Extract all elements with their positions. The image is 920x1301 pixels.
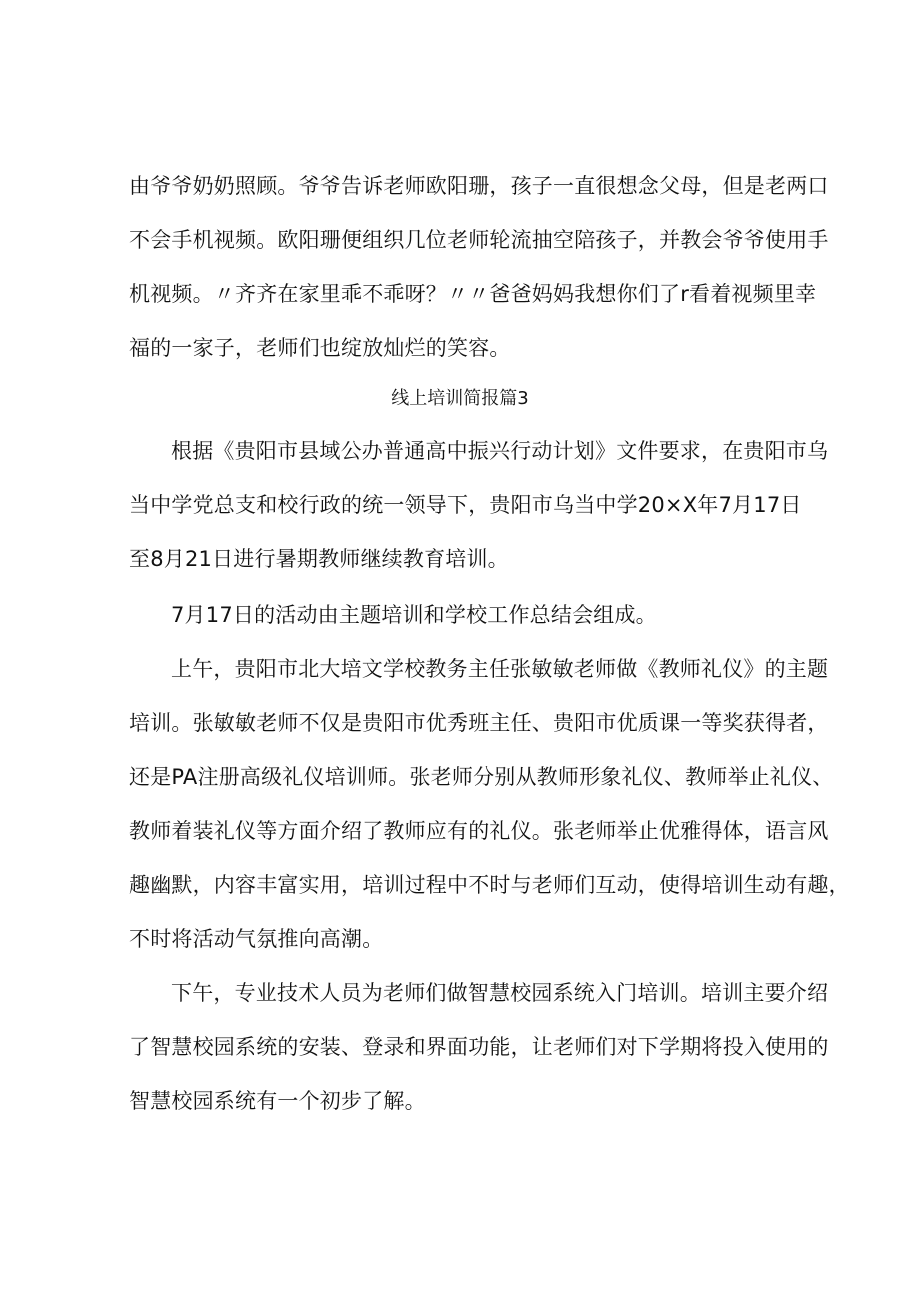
paragraph-line: 由爷爷奶奶照顾。爷爷告诉老师欧阳珊，孩子一直很想念父母，但是老两口 bbox=[129, 174, 829, 198]
paragraph-line: 不会手机视频。欧阳珊便组织几位老师轮流抽空陪孩子，并教会爷爷使用手 bbox=[129, 228, 829, 252]
paragraph-line: 不时将活动气氛推向高潮。 bbox=[129, 927, 384, 951]
paragraph-line: 当中学党总支和校行政的统一领导下，贵阳市乌当中学20×X年7月17日 bbox=[129, 493, 802, 517]
paragraph-line: 7月17日的活动由主题培训和学校工作总结会组成。 bbox=[171, 603, 657, 627]
paragraph-line: 福的一家子，老师们也绽放灿烂的笑容。 bbox=[129, 336, 511, 360]
paragraph-line: 趣幽默，内容丰富实用，培训过程中不时与老师们互动，使得培训生动有趣， bbox=[129, 873, 850, 897]
paragraph-line: 下午，专业技术人员为老师们做智慧校园系统入门培训。培训主要介绍 bbox=[171, 981, 829, 1005]
paragraph-line: 根据《贵阳市县域公办普通高中振兴行动计划》文件要求，在贵阳市乌 bbox=[171, 439, 829, 463]
section-heading: 线上培训简报篇3 bbox=[391, 388, 529, 409]
paragraph-line: 上午，贵阳市北大培文学校教务主任张敏敏老师做《教师礼仪》的主题 bbox=[171, 657, 829, 681]
paragraph-line: 教师着装礼仪等方面介绍了教师应有的礼仪。张老师举止优雅得体，语言风 bbox=[129, 819, 829, 843]
paragraph-line: 至8月21日进行暑期教师继续教育培训。 bbox=[129, 547, 509, 571]
paragraph-line: 智慧校园系统有一个初步了解。 bbox=[129, 1089, 426, 1113]
paragraph-line: 机视频。〃齐齐在家里乖不乖呀？〃〃爸爸妈妈我想你们了r看着视频里幸 bbox=[129, 282, 817, 306]
paragraph-line: 还是PA注册高级礼仪培训师。张老师分别从教师形象礼仪、教师举止礼仪、 bbox=[129, 765, 834, 789]
paragraph-line: 培训。张敏敏老师不仅是贵阳市优秀班主任、贵阳市优质课一等奖获得者， bbox=[129, 711, 829, 735]
paragraph-line: 了智慧校园系统的安装、登录和界面功能，让老师们对下学期将投入使用的 bbox=[129, 1035, 829, 1059]
